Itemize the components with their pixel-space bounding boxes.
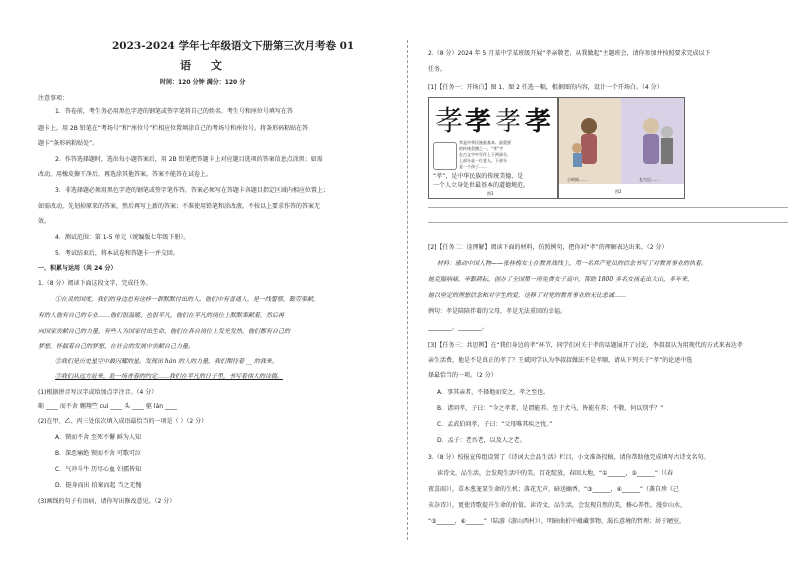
answer-line [428, 222, 788, 223]
choice-option: C．气冲斗牛 历尽心血 妇孺皆知 [55, 466, 142, 473]
seal-char: 孝 [435, 104, 464, 137]
figure-1-caption: 图1 [487, 191, 494, 196]
exam-meta: 时间：120 分钟 满分：120 分 [160, 79, 246, 86]
question-3-line: 夜喜雨》），草木葱茏显生命的生机；落花无声，暗送幽香，“③______，④______”（龚自珍《己 [428, 486, 679, 493]
notice-line: 题卡“条形码粘贴处”。 [38, 140, 99, 147]
choice-option: D．挺身而出 拍案而起 当之无愧 [55, 482, 142, 489]
family-illustration [559, 98, 684, 184]
svg-text:孝: 孝 [525, 107, 552, 137]
figure-2-label: 小时候…… [567, 177, 587, 182]
page-title: 2023-2024 学年七年级语文下册第三次月考卷 01 [112, 40, 355, 52]
figure-1-text: 的传统美德之一，“孝”字 [459, 146, 504, 151]
notice-line: 题卡上。用 2B 铅笔在“考场号”和“座位号”栏相应位置填涂自己的考场号和座位号。将条形码粘贴在答 [38, 125, 309, 132]
figure-1 [428, 97, 558, 199]
figure-2-label: 长大后…… [639, 177, 659, 182]
figure-1-text: 在古文字中写作上下两部分， [459, 152, 511, 157]
figure-2 [558, 97, 685, 199]
elder-figure-icon [433, 142, 457, 170]
notice-line: 效。 [38, 218, 51, 225]
notice-line: 如需改动，先划掉原来的答案，然后再写上新的答案；不准使用铅笔和涂改液。不按以上要求作答的答案无 [38, 203, 321, 210]
column-divider [407, 40, 408, 540]
subquestion: (3)画线的句子有语病，请你写出修改意见。（2 分） [38, 498, 176, 505]
question-3-line: “⑤______，⑥______”（陆游《游山西村》），明暗曲折中蕴藏事物，渴长意境的哲理；居于陋室， [428, 518, 685, 525]
section-heading: 一、积累与运用（共 24 分） [38, 265, 117, 272]
example-sentence: 例句：孝是陪陪伴着的父母，孝是无法重回的幸福。 [428, 308, 567, 315]
question-3-line: 读诗文，品生活，会发现生活中的美。百花绽放，春回大地，“①______，②______”（《春 [437, 470, 673, 477]
figure-1-text: 孝是中华民族最基本、最重要 [459, 140, 511, 145]
answer-line [428, 207, 788, 208]
question-3-heading: 3.（8 分）校报宣传组设置了《诗词大会品生活》栏目，小文准备投稿，请你帮助他完成填写古诗文名句。 [428, 454, 710, 461]
figure-1-text: 是一个孩子…… [459, 164, 487, 169]
task-3-option: B．诸问孝，子曰：“今之孝者，是谓能养。至于犬马，皆能有养；不敬，何以别乎？” [437, 405, 664, 412]
subquestion: 砺 ____ 而不舍 翱翔竺 cuì ____ 头 ____ 驱 lán ____ [38, 403, 177, 410]
passage-line: 向国家贡献自己的力量，有些人为国家付出生命，他们在各自岗位上发光发热，他们都有自己的 [38, 328, 291, 335]
question-3-line: 亥杂诗》），更使诗歌提升生命的价值。读诗文，品生活，会发现自然的美，修心养性。漫步山水， [428, 502, 687, 509]
task-3-option: A．事其亲者，不择地而安之，孝之至也。 [437, 389, 550, 396]
notice-line: 3．非选择题必须用黑色字迹的钢笔或签字笔作答，答案必须写在答题卡各题目指定区域内相应位置上； [55, 187, 329, 194]
passage-line: ①在灵的国度，我们的身边总有这样一群默默付出的人。他们中有普通人，是一线警察，勤劳奉献， [55, 296, 320, 303]
figure-1-text: 上部分是一位老人，下部分 [459, 158, 507, 163]
figure-2-caption: 图2 [615, 189, 622, 194]
subject-title: 语 文 [180, 59, 230, 72]
task-3-option: D．孟子：老吾老，以及人之老。 [437, 437, 526, 444]
task-2: [2]【任务二：诠理解】阅读下面的材料，仿照例句，把你对“孝”的理解表达出来。（2 分） [428, 244, 668, 251]
passage-line: 有的人他有自己的专业……他们很温暖、也很平凡，他们在平凡的岗位上默默奉献着，然后再 [38, 312, 285, 319]
answer-blank-line: ________，________。 [428, 324, 489, 331]
question-2-heading: 2.（8 分）2024 年 5 月某中学某班级开展“孝亲敬老，从我做起”主题班会，请你参加并按照要求完成以下 [428, 50, 711, 57]
figure-1-quote: “孝”，是中华民族的传统美德，是 [433, 173, 524, 180]
passage-line: 梦想，怀揣着自己的梦想，在社会的发展中贡献自己力量。 [38, 343, 195, 350]
notice-line: 改动，用橡皮擦干净后，再选涂其他答案。答案不能答在试卷上。 [38, 171, 213, 178]
task-3-cont: 亲生活费，他是不是真正的孝了？王斌同学认为李叔叔做法不是孝顺，请从下列关于“孝”的论述中选 [428, 357, 693, 364]
choice-option: B．深恶痛绝 锲而不舍 可歌可泣 [55, 450, 141, 457]
notice-line: 1．答卷前，考生务必用黑色字迹的钢笔或签字笔将自己的姓名、考生号和座位号填写在答 [55, 108, 293, 115]
notice-heading: 注意事项： [38, 95, 69, 102]
passage-underlined-line: ③我们从远方赶来，赴一场青春的约定……我们在平凡的日子里，书写着伟大的诗篇。 [55, 373, 284, 380]
material-line: 材料：感动中国人物——张桂梅女士在教育战线上，用一名共产党员的信念书写了对教育事业的执着。 [437, 260, 708, 267]
task-3-option: C．孟武伯问孝，子曰：“父母唯其疾之忧。” [437, 421, 553, 428]
notice-line: 2．作答选择题时，选出每小题答案后，用 2B 铅笔把答题卡上对应题目选项的答案信息点涂黑；如需 [55, 156, 323, 163]
calligraphy-icon [429, 100, 557, 140]
question-1-heading: 1.（8 分）阅读下面这段文字，完成任务。 [38, 280, 152, 287]
task-3-cont: 择最恰当的一项。（2 分） [428, 372, 497, 379]
notice-line: 5．考试结束后，将本试卷和答题卡一并交回。 [55, 250, 179, 257]
task-1: [1]【任务一：开场白】图 1、图 2 任选一幅，根据图的内容，设计一个开场白。（4 分） [428, 84, 663, 91]
subquestion: (2)在甲、乙、丙三处依次填入成语最恰当的一项是（ ）（2 分） [38, 418, 208, 425]
material-line: 她克服病痛，辛勤耕耘，创办了全国第一所免费女子高中，帮助 1800 多名女孩走出大山，多年来， [428, 276, 694, 283]
notice-line: 4．测试范围：第 1-5 单元（统编版七年级下册）。 [55, 234, 190, 241]
svg-text:孝: 孝 [495, 107, 522, 137]
task-3: [3]【任务三：共思辨】在“我们身边的孝”环节，同学们对关于孝的话题展开了讨论，李叔叔认为用现代的方式来表达孝 [428, 342, 743, 349]
material-line: 她以坚定的理想信念和对学生的爱，诠释了对党的教育事业的无比忠诚…… [428, 292, 627, 299]
passage-line: ②我们是历史星空中最闪耀的星。发现出 hán 的人的力量，我们期待着 __ 的我来。 [55, 358, 278, 365]
choice-option: A．锲而不舍 至死不懈 鲜为人知 [55, 434, 141, 441]
question-2-heading-cont: 任务。 [428, 66, 447, 73]
subquestion: (1)根据拼音写汉字或给加点字注音。（4 分） [38, 389, 158, 396]
figure-1-quote: 一个人立身处世最基本的道德规范。 [433, 182, 530, 189]
svg-text:孝: 孝 [465, 107, 492, 137]
